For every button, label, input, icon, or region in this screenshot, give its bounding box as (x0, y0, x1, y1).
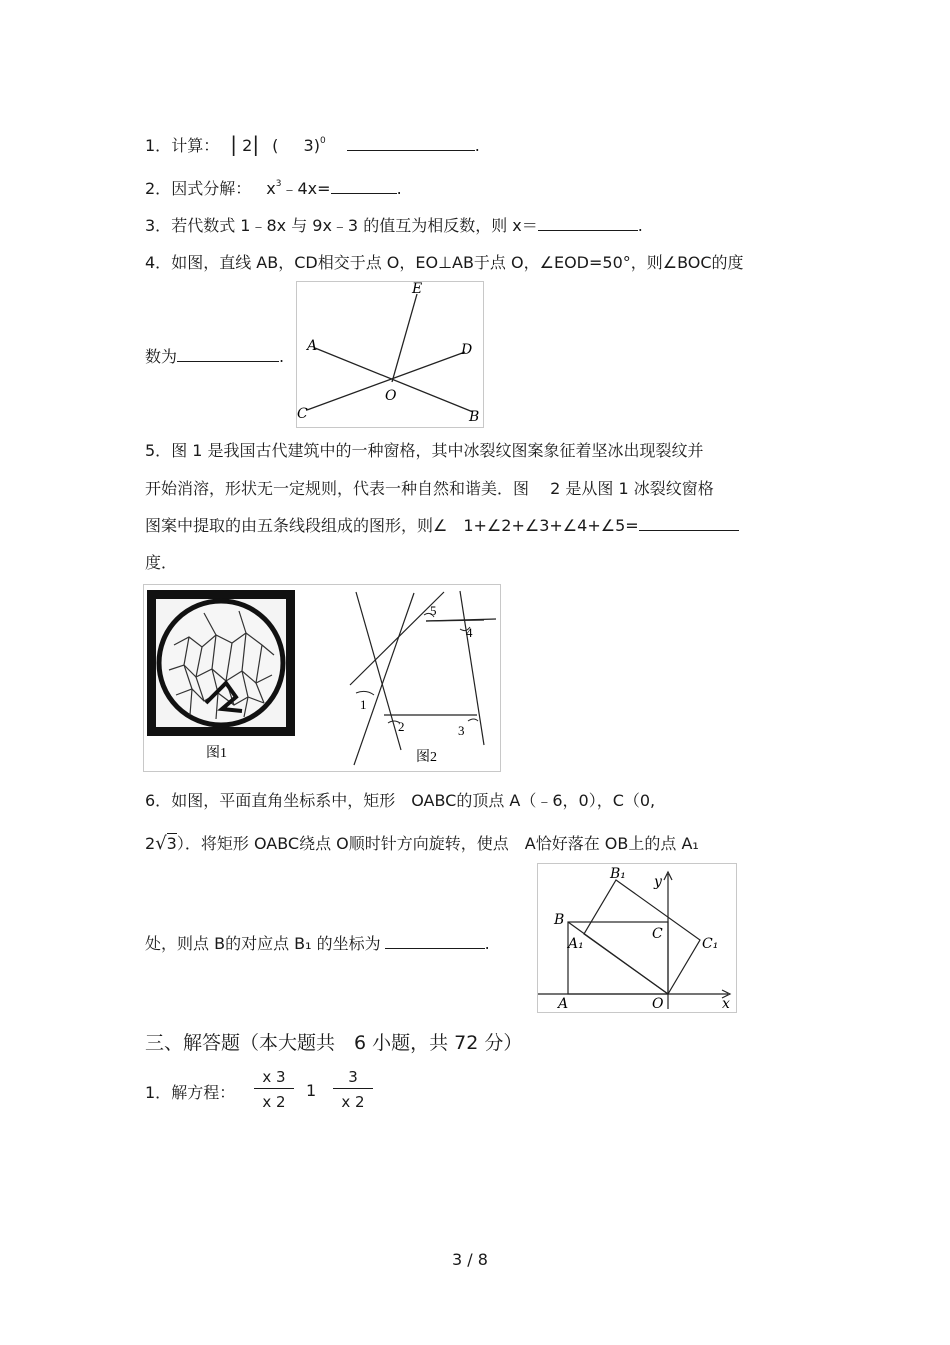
s1-one-text: 1 (306, 1081, 317, 1100)
section-heading (145, 1028, 522, 1055)
q6-text2: ）．将矩形 OABC绕点 O顺时针方向旋转，使点 A恰好落在 OB上的点 A₁ (176, 834, 699, 853)
q3-answer-blank[interactable] (538, 229, 638, 231)
fig2-angle-5: 5 (430, 603, 437, 618)
q6-label-C1: C₁ (702, 936, 719, 952)
q5-text2: 开始消溶，形状无一定规则，代表一种自然和谐美．图 2 是从图 1 冰裂纹窗格 (145, 479, 714, 498)
q6-label-x: x (722, 996, 730, 1012)
q4-label-O: O (385, 388, 397, 404)
q4-figure (296, 281, 484, 428)
q4-text2: 数为 (145, 347, 178, 366)
q6-label-y: y (654, 874, 662, 890)
q5-line4 (145, 550, 177, 573)
q2-x: x (266, 179, 276, 198)
q6-end: . (484, 934, 490, 953)
fig2-caption: 图2 (416, 750, 437, 765)
s1-label-line (145, 1080, 235, 1103)
q6-label-A: A (558, 996, 569, 1012)
q6-coef: 2 (145, 834, 156, 853)
q6-label-B1: B₁ (610, 866, 626, 882)
s1-denominator-1: x 2 (262, 1093, 286, 1111)
q5-line1 (145, 438, 704, 461)
s1-denominator-2: x 2 (341, 1093, 365, 1111)
q6-number: 6． (145, 791, 172, 810)
fig2-angle-2: 2 (398, 719, 405, 734)
q3-number: 3． (145, 216, 172, 235)
q6-figure (537, 863, 737, 1013)
q2-number: 2． (145, 179, 172, 198)
q6-answer-blank[interactable] (385, 947, 485, 949)
q3 (145, 213, 643, 236)
q4-label-D: D (461, 342, 473, 358)
s1-number: 1． (145, 1083, 172, 1102)
q5-answer-blank[interactable] (639, 529, 739, 531)
q5-text1: 图 1 是我国古代建筑中的一种窗格，其中冰裂纹图案象征着坚冰出现裂纹并 (171, 441, 704, 460)
q4-label-C: C (297, 406, 308, 422)
page-number-text: 3 / 8 (452, 1250, 488, 1269)
q1-answer-blank[interactable] (347, 149, 475, 151)
fig2-angle-1: 1 (360, 697, 367, 712)
q6-line2 (145, 831, 699, 854)
fig1-caption: 图1 (206, 746, 227, 761)
q6-label-C: C (652, 926, 663, 942)
q1-abs-bar-left: | (230, 132, 238, 156)
q1-label: 计算： (171, 136, 220, 155)
q5-line3 (145, 513, 739, 536)
q4-label-B: B (469, 409, 480, 425)
q6-line3 (145, 931, 490, 954)
s1-numerator-2: 3 (333, 1068, 373, 1089)
q1-three: 3) (303, 136, 320, 155)
s1-fraction-2 (333, 1068, 373, 1111)
q6-label-A1: A₁ (568, 936, 584, 952)
s1-fraction-1 (254, 1068, 294, 1111)
q6-label-B: B (554, 912, 565, 928)
fig2-angle-3: 3 (458, 723, 465, 738)
q1 (145, 132, 480, 156)
q5-text4: 度． (145, 553, 178, 572)
q2-answer-blank[interactable] (331, 192, 397, 194)
q4-number: 4． (145, 253, 172, 272)
q5-line2 (145, 476, 714, 499)
q5-figure-svg (144, 585, 500, 771)
q6-radicand: 3 (166, 834, 177, 853)
s1-numerator-1: x 3 (254, 1068, 294, 1089)
q5-number: 5． (145, 441, 172, 460)
q1-exponent: 0 (319, 135, 326, 146)
q2-exponent: 3 (275, 178, 282, 189)
q6-text1: 如图，平面直角坐标系中，矩形 OABC的顶点 A（﹣6，0），C（0, (171, 791, 656, 810)
q4-end: . (279, 347, 285, 366)
q4-answer-blank[interactable] (177, 360, 279, 362)
q4-label-A: A (307, 338, 318, 354)
sqrt-sign-icon: √ (155, 833, 167, 854)
q6-line1 (145, 788, 655, 811)
s1-label: 解方程： (171, 1083, 236, 1102)
q3-text: 若代数式 1﹣8x 与 9x﹣3 的值互为相反数，则 x＝ (171, 216, 538, 235)
fig2-angle-4: 4 (466, 625, 473, 640)
q5-figure (143, 584, 501, 772)
q4-text: 如图，直线 AB，CD相交于点 O，EO⊥AB于点 O，∠EOD=50°，则∠BOC的度 (171, 253, 744, 272)
q3-end: . (637, 216, 643, 235)
q4-figure-svg (297, 282, 483, 427)
q5-text3: 图案中提取的由五条线段组成的图形，则∠ 1+∠2+∠3+∠4+∠5= (145, 516, 639, 535)
q1-number: 1． (145, 136, 172, 155)
q4-line1 (145, 250, 744, 273)
q2-label: 因式分解： (171, 179, 252, 198)
q6-label-O: O (652, 996, 664, 1012)
s1-one (306, 1081, 316, 1100)
q1-end: . (474, 136, 480, 155)
q4-label-E: E (412, 282, 423, 297)
q4-line2 (145, 344, 284, 367)
q2 (145, 176, 402, 199)
q2-rest: ﹣4x= (281, 179, 331, 198)
q1-paren: ( (272, 136, 279, 155)
q6-text3: 处，则点 B的对应点 B₁ 的坐标为 (145, 934, 381, 953)
q2-end: . (396, 179, 402, 198)
section-heading-text: 三、解答题（本大题共 6 小题，共 72 分） (145, 1032, 523, 1054)
page-number (452, 1250, 488, 1269)
q1-abs-bar-right: | (252, 132, 260, 156)
q6-figure-svg (538, 864, 736, 1012)
q1-two: 2 (242, 136, 253, 155)
